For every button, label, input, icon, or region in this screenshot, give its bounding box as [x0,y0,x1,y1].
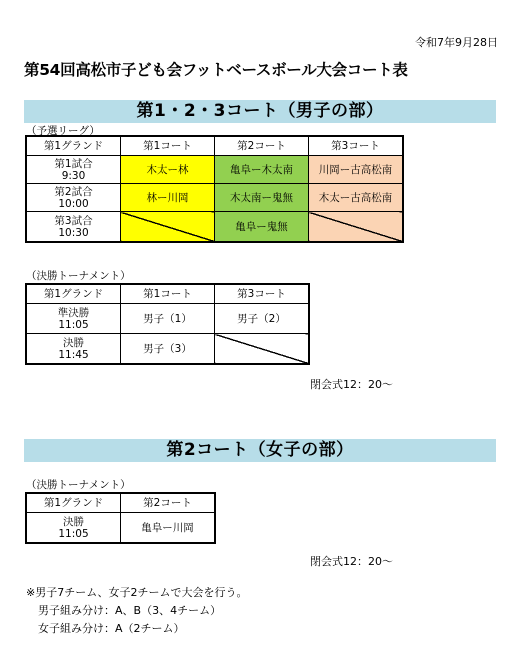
column-header: 第1コート [121,285,215,304]
girls-closing-time: 閉会式12：20～ [310,555,393,568]
match-time: 9:30 [61,169,86,182]
boys-section-banner: 第1・2・3コート（男子の部） [24,100,496,123]
match-time: 11:05 [58,527,89,540]
document-date: 令和7年9月28日 [415,36,498,49]
boys-closing-time: 閉会式12：20～ [310,378,393,391]
court2-match: 木太南ー鬼無 [215,184,309,212]
match-time: 10:00 [58,197,89,210]
match-name: 決勝 [63,336,84,349]
note-team-count: ※男子7チーム、女子2チームで大会を行う。 [26,586,248,599]
boys-prelim-table [26,136,403,242]
column-header: 第3コート [309,137,403,156]
document-title: 第54回高松市子ども会フットベースボール大会コート表 [24,61,408,79]
note-girls-groups: 女子組み分け：A（2チーム） [38,622,185,635]
match-name: 第3試合 [54,214,93,227]
court2-match: 亀阜ー木太南 [215,156,309,184]
column-header: 第2コート [121,494,215,513]
court3-match: 男子（2） [215,304,309,334]
table-row [27,212,403,242]
match-cell [27,184,121,212]
court3-match: 川岡ー古高松南 [309,156,403,184]
table-row [27,304,309,334]
column-header: 第2コート [215,137,309,156]
note-boys-groups: 男子組み分け：A、B（3、4チーム） [38,604,222,617]
column-header: 第3コート [215,285,309,304]
court3-match: 木太ー古高松南 [309,184,403,212]
court1-match: 林ー川岡 [121,184,215,212]
match-cell [27,212,121,242]
court1-match: 木太ー林 [121,156,215,184]
match-time: 10:30 [58,226,89,239]
match-cell [27,513,121,543]
court1-empty-slot [121,212,215,242]
column-header: 第1グランド [27,494,121,513]
match-name: 第1試合 [54,157,93,170]
boys-prelim-label: （予選リーグ） [26,125,100,137]
match-time: 11:45 [58,348,89,361]
court2-match: 亀阜ー川岡 [121,513,215,543]
table-header-row [27,285,309,304]
table-row [27,334,309,364]
match-cell [27,156,121,184]
column-header: 第1グランド [27,285,121,304]
match-name: 準決勝 [57,306,90,319]
match-name: 決勝 [63,515,84,528]
table-row [27,156,403,184]
column-header: 第1グランド [27,137,121,156]
girls-final-label: （決勝トーナメント） [26,479,131,491]
court2-match: 亀阜ー鬼無 [215,212,309,242]
court1-match: 男子（1） [121,304,215,334]
court3-empty-slot [309,212,403,242]
match-cell [27,304,121,334]
girls-section-banner: 第2コート（女子の部） [24,439,496,462]
table-header-row [27,137,403,156]
match-time: 11:05 [58,318,89,331]
match-name: 第2試合 [54,185,93,198]
match-cell [27,334,121,364]
table-header-row [27,494,215,513]
table-row [27,513,215,543]
boys-final-table [26,284,309,364]
column-header: 第1コート [121,137,215,156]
boys-final-label: （決勝トーナメント） [26,270,131,282]
girls-final-table [26,493,215,543]
court1-match: 男子（3） [121,334,215,364]
table-row [27,184,403,212]
court3-empty-slot [215,334,309,364]
